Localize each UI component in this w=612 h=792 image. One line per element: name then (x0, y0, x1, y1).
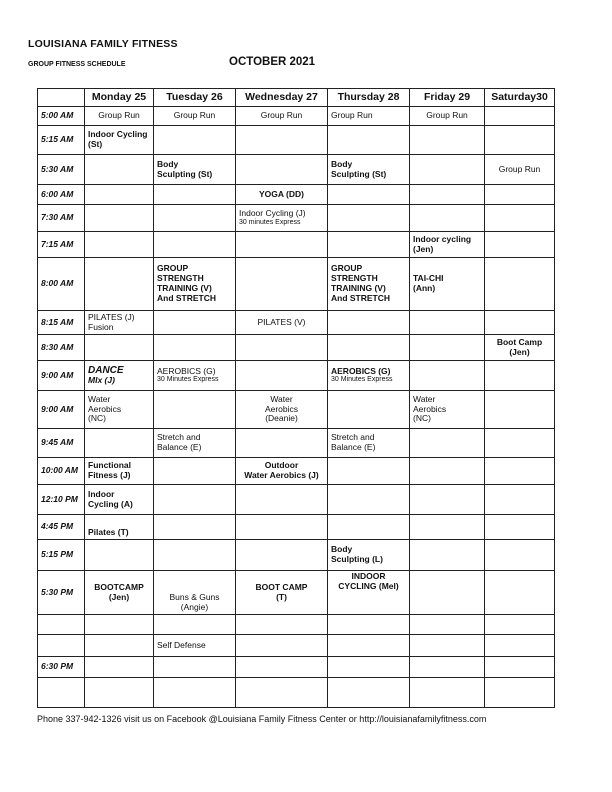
empty-cell (410, 635, 485, 657)
empty-cell (485, 429, 555, 458)
empty-cell (410, 311, 485, 335)
class-cell: GROUP STRENGTH TRAINING (V) And STRETCH (328, 258, 410, 311)
empty-cell (485, 571, 555, 615)
empty-cell (485, 107, 555, 126)
empty-cell (85, 155, 154, 185)
empty-cell (236, 429, 328, 458)
empty-cell (236, 615, 328, 635)
empty-cell (236, 126, 328, 155)
table-row (38, 485, 555, 515)
class-cell: AEROBICS (G) 30 Minutes Express (154, 361, 236, 391)
empty-cell (485, 657, 555, 678)
class-cell: Group Run (485, 155, 555, 185)
contact-footer: Phone 337-942-1326 visit us on Facebook @Louisiana Family Fitness Center or http://louisianafamilyfitness.com (37, 714, 487, 724)
empty-cell (410, 615, 485, 635)
time-cell: 5:15 AM (38, 126, 85, 155)
table-row (38, 458, 555, 485)
empty-cell (410, 335, 485, 361)
table-row (38, 391, 555, 429)
empty-cell (485, 232, 555, 258)
day-header-monday: Monday 25 (85, 89, 154, 107)
time-cell: 5:30 AM (38, 155, 85, 185)
empty-cell (485, 678, 555, 708)
empty-cell (328, 311, 410, 335)
class-cell: Functional Fitness (J) (85, 458, 154, 485)
empty-cell (410, 571, 485, 615)
class-cell: Pilates (T) (85, 515, 154, 540)
class-cell: Group Run (85, 107, 154, 126)
empty-cell (328, 635, 410, 657)
empty-cell (328, 205, 410, 232)
empty-cell (85, 429, 154, 458)
empty-cell (485, 258, 555, 311)
empty-cell (85, 678, 154, 708)
day-header-saturday: Saturday30 (485, 89, 555, 107)
empty-cell (154, 615, 236, 635)
empty-cell (485, 635, 555, 657)
empty-cell (236, 155, 328, 185)
class-cell: GROUP STRENGTH TRAINING (V) And STRETCH (154, 258, 236, 311)
empty-cell (85, 205, 154, 232)
empty-cell (236, 635, 328, 657)
empty-cell (485, 458, 555, 485)
class-cell: Group Run (328, 107, 410, 126)
empty-cell (485, 361, 555, 391)
class-cell: Outdoor Water Aerobics (J) (236, 458, 328, 485)
empty-cell (154, 540, 236, 571)
empty-cell (154, 657, 236, 678)
empty-cell (410, 515, 485, 540)
time-cell: 8:30 AM (38, 335, 85, 361)
empty-cell (154, 185, 236, 205)
class-cell: Body Sculpting (L) (328, 540, 410, 571)
empty-cell (85, 185, 154, 205)
empty-cell (236, 335, 328, 361)
time-cell: 9:00 AM (38, 361, 85, 391)
empty-cell (236, 678, 328, 708)
empty-cell (236, 258, 328, 311)
table-row (38, 515, 555, 540)
empty-cell (154, 232, 236, 258)
class-cell: Buns & Guns (Angie) (154, 571, 236, 615)
day-header-row (38, 89, 555, 107)
empty-cell (328, 232, 410, 258)
class-cell: BOOT CAMP (T) (236, 571, 328, 615)
empty-cell (236, 361, 328, 391)
empty-cell (85, 232, 154, 258)
time-cell: 6:30 PM (38, 657, 85, 678)
class-cell: Group Run (154, 107, 236, 126)
class-cell: Body Sculpting (St) (328, 155, 410, 185)
table-row (38, 126, 555, 155)
empty-cell (154, 515, 236, 540)
empty-cell (410, 155, 485, 185)
empty-cell (485, 311, 555, 335)
schedule-subtitle: GROUP FITNESS SCHEDULE (28, 61, 126, 68)
empty-cell (485, 391, 555, 429)
time-cell: 9:45 AM (38, 429, 85, 458)
table-row (38, 311, 555, 335)
empty-cell (85, 540, 154, 571)
class-cell: TAI-CHI (Ann) (410, 258, 485, 311)
class-cell: Stretch and Balance (E) (154, 429, 236, 458)
empty-cell (328, 678, 410, 708)
empty-cell (85, 657, 154, 678)
empty-cell (485, 515, 555, 540)
empty-cell (410, 126, 485, 155)
empty-cell (328, 185, 410, 205)
empty-cell (154, 205, 236, 232)
empty-cell (328, 615, 410, 635)
class-cell: Group Run (410, 107, 485, 126)
empty-cell (154, 311, 236, 335)
class-cell: Water Aerobics (NC) (410, 391, 485, 429)
table-row (38, 335, 555, 361)
empty-cell (328, 335, 410, 361)
table-row (38, 678, 555, 708)
gym-name: LOUISIANA FAMILY FITNESS (28, 38, 178, 50)
empty-cell (85, 635, 154, 657)
empty-cell (328, 391, 410, 429)
corner-cell (38, 89, 85, 107)
empty-cell (410, 429, 485, 458)
class-cell: PILATES (J) Fusion (85, 311, 154, 335)
class-cell: DANCE MIx (J) (85, 361, 154, 391)
empty-cell (236, 485, 328, 515)
empty-cell (410, 361, 485, 391)
time-cell: 10:00 AM (38, 458, 85, 485)
time-cell: 8:15 AM (38, 311, 85, 335)
empty-cell (38, 678, 85, 708)
time-cell: 5:00 AM (38, 107, 85, 126)
class-cell: Boot Camp (Jen) (485, 335, 555, 361)
day-header-tuesday: Tuesday 26 (154, 89, 236, 107)
time-cell: 5:30 PM (38, 571, 85, 615)
empty-cell (85, 615, 154, 635)
empty-cell (485, 540, 555, 571)
empty-cell (236, 540, 328, 571)
empty-cell (154, 335, 236, 361)
table-row (38, 185, 555, 205)
empty-cell (328, 515, 410, 540)
empty-cell (485, 205, 555, 232)
class-cell: Indoor cycling (Jen) (410, 232, 485, 258)
class-cell: Water Aerobics (NC) (85, 391, 154, 429)
table-row (38, 615, 555, 635)
empty-cell (154, 485, 236, 515)
empty-cell (236, 515, 328, 540)
empty-cell (328, 126, 410, 155)
table-row (38, 540, 555, 571)
empty-cell (410, 657, 485, 678)
class-cell: Group Run (236, 107, 328, 126)
table-row (38, 258, 555, 311)
empty-cell (485, 185, 555, 205)
empty-cell (236, 657, 328, 678)
empty-cell (154, 458, 236, 485)
empty-cell (410, 458, 485, 485)
time-cell: 8:00 AM (38, 258, 85, 311)
empty-cell (410, 185, 485, 205)
class-cell: Self Defense (154, 635, 236, 657)
time-cell: 4:45 PM (38, 515, 85, 540)
empty-cell (38, 635, 85, 657)
empty-cell (38, 615, 85, 635)
empty-cell (485, 485, 555, 515)
empty-cell (154, 391, 236, 429)
class-cell: Indoor Cycling (St) (85, 126, 154, 155)
class-cell: Indoor Cycling (J) 30 minutes Express (236, 205, 328, 232)
class-cell: Indoor Cycling (A) (85, 485, 154, 515)
empty-cell (485, 126, 555, 155)
time-cell: 9:00 AM (38, 391, 85, 429)
table-row (38, 232, 555, 258)
table-row (38, 155, 555, 185)
table-row (38, 571, 555, 615)
empty-cell (410, 540, 485, 571)
class-cell: YOGA (DD) (236, 185, 328, 205)
class-cell: Stretch and Balance (E) (328, 429, 410, 458)
class-cell: Body Sculpting (St) (154, 155, 236, 185)
day-header-thursday: Thursday 28 (328, 89, 410, 107)
class-cell: INDOOR CYCLING (Mel) (328, 571, 410, 615)
class-cell: Water Aerobics (Deanie) (236, 391, 328, 429)
table-row (38, 429, 555, 458)
time-cell: 12:10 PM (38, 485, 85, 515)
time-cell: 7:30 AM (38, 205, 85, 232)
empty-cell (236, 232, 328, 258)
empty-cell (85, 258, 154, 311)
empty-cell (410, 678, 485, 708)
empty-cell (328, 458, 410, 485)
empty-cell (328, 485, 410, 515)
class-cell: PILATES (V) (236, 311, 328, 335)
empty-cell (154, 126, 236, 155)
empty-cell (410, 205, 485, 232)
empty-cell (85, 335, 154, 361)
day-header-wednesday: Wednesday 27 (236, 89, 328, 107)
schedule-month: OCTOBER 2021 (229, 56, 316, 68)
table-row (38, 657, 555, 678)
time-cell: 7:15 AM (38, 232, 85, 258)
class-cell: AEROBICS (G) 30 Minutes Express (328, 361, 410, 391)
empty-cell (154, 678, 236, 708)
table-row (38, 205, 555, 232)
schedule-table (37, 88, 555, 708)
table-row (38, 635, 555, 657)
class-cell: BOOTCAMP (Jen) (85, 571, 154, 615)
time-cell: 6:00 AM (38, 185, 85, 205)
empty-cell (485, 615, 555, 635)
empty-cell (410, 485, 485, 515)
day-header-friday: Friday 29 (410, 89, 485, 107)
empty-cell (328, 657, 410, 678)
table-row (38, 107, 555, 126)
table-row (38, 361, 555, 391)
time-cell: 5:15 PM (38, 540, 85, 571)
